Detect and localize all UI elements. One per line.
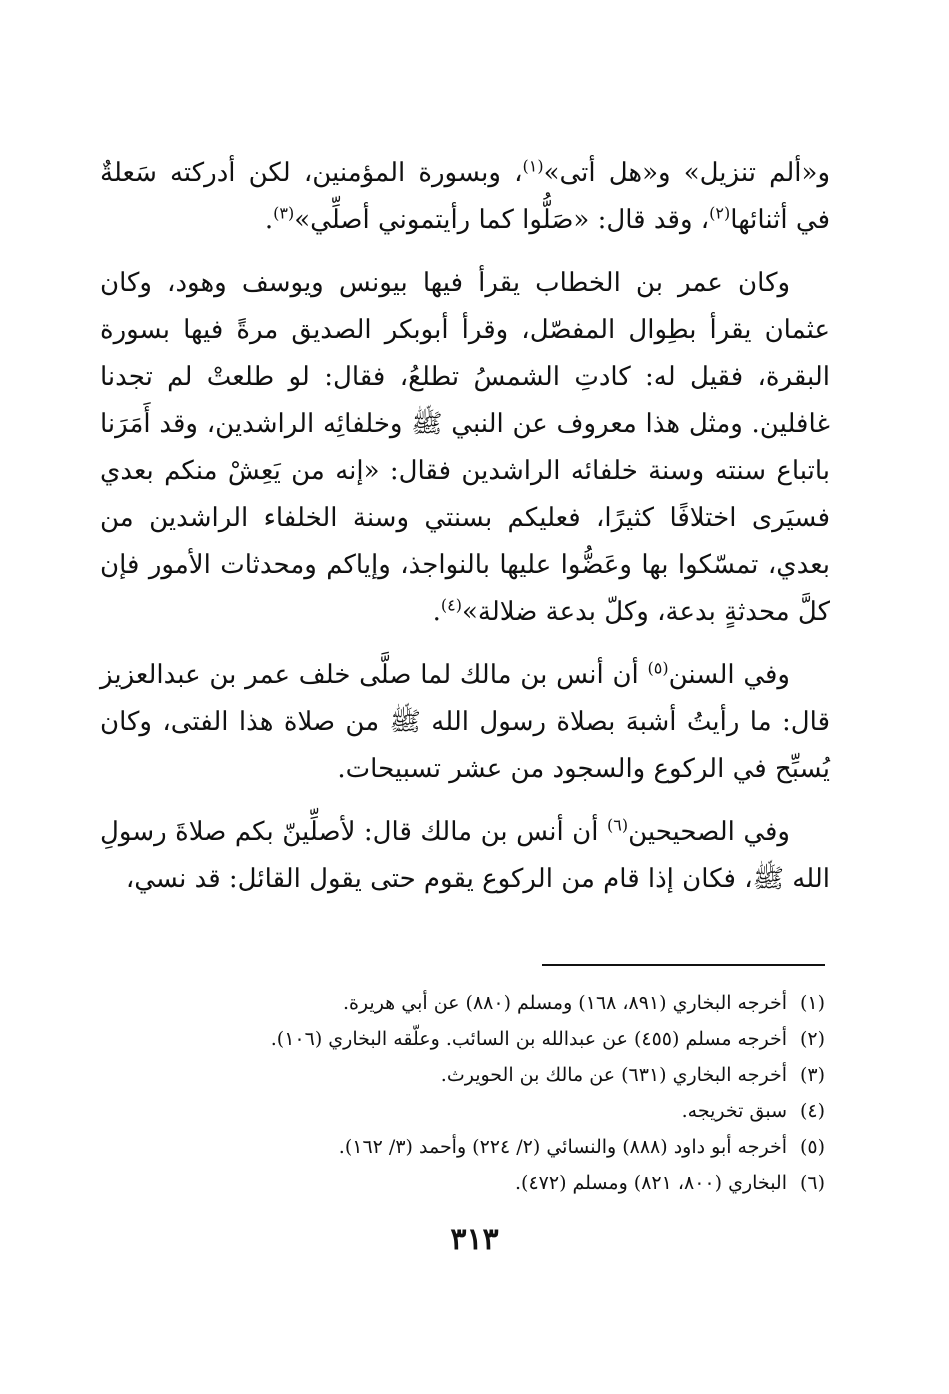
paragraph (100, 260, 830, 636)
footnote-separator (542, 964, 825, 966)
paragraph-text: ، وقد قال: «صَلُّوا كما رأيتموني أصلِّي» (294, 205, 710, 235)
footnote-text: أخرجه البخاري (٦٣١) عن مالك بن الحويرث. (440, 1064, 787, 1086)
footnote-number: (٥) (799, 1136, 825, 1158)
footnotes (140, 985, 825, 1201)
paragraph-text: أن أنس بن مالك قال: لأصلِّينّ بكم صلاةَ رسولِ الله ﷺ، فكان إذا قام من الركوع يقوم حتى يقول القائل: قد نسي، (100, 817, 830, 894)
footnote-reference: (٢) (709, 203, 731, 223)
paragraph (100, 150, 830, 244)
footnote-reference: (١) (522, 156, 544, 176)
footnote-reference: (٥) (647, 658, 669, 678)
footnote-text: أخرجه مسلم (٤٥٥) عن عبدالله بن السائب. وعلّقه البخاري (١٠٦). (270, 1028, 787, 1050)
paragraph-text: أن أنس بن مالك لما صلَّى خلف عمر بن عبدالعزيز قال: ما رأيتُ أشبهَ بصلاة رسول الله ﷺ من صلاة هذا الفتى، وكان يُسبِّح في الركوع والسجود من عشر تسبيحات. (100, 660, 830, 784)
footnote (140, 1021, 825, 1057)
paragraph (100, 809, 830, 903)
footnote (140, 1165, 825, 1201)
footnote-number: (١) (799, 992, 825, 1014)
footnote (140, 1129, 825, 1165)
footnote-text: أخرجه أبو داود (٨٨٨) والنسائي (٢/ ٢٢٤) وأحمد (٣/ ١٦٢). (338, 1136, 787, 1158)
footnote-number: (٢) (799, 1028, 825, 1050)
paragraph-text: . (432, 597, 441, 627)
page-number: ٣١٣ (450, 1222, 499, 1257)
paragraph-text: . (264, 205, 274, 235)
footnote-text: أخرجه البخاري (٨٩١، ١٦٨) ومسلم (٨٨٠) عن أبي هريرة. (342, 992, 787, 1014)
footnote-text: سبق تخريجه. (681, 1100, 787, 1122)
footnote (140, 985, 825, 1021)
footnote (140, 1057, 825, 1093)
footnote-number: (٣) (799, 1064, 825, 1086)
footnote-text: البخاري (٨٠٠، ٨٢١) ومسلم (٤٧٢). (514, 1172, 787, 1194)
footnote-reference: (٣) (273, 203, 295, 223)
footnote-reference: (٤) (440, 595, 463, 615)
footnote-number: (٤) (799, 1100, 825, 1122)
main-text (100, 150, 830, 919)
paragraph-text: وكان عمر بن الخطاب يقرأ فيها بيونس ويوسف وهود، وكان عثمان يقرأ بطِوال المفصّل، وقرأ أبوبكر الصديق مرةً فيها بسورة البقرة، فقيل له: كادتِ الشمسُ تطلعُ، فقال: لو طلعتْ لم تجدنا غافلين. ومثل هذا معروف عن النبي ﷺ وخلفائِه الراشدين، وقد أَمَرَنا باتباع سنته وسنة خلفائه الراشدين فقال: «إنه من يَعِشْ منكم بعدي فسيَرى اختلافًا كثيرًا، فعليكم بسنتي وسنة الخلفاء الراشدين من بعدي، تمسّكوا بها وعَضُّوا عليها بالنواجذ، وإياكم ومحدثات الأمور فإن كلَّ محدثةٍ بدعة، وكلّ بدعة ضلالة» (100, 268, 831, 627)
footnote (140, 1093, 825, 1129)
footnote-number: (٦) (799, 1172, 825, 1194)
footnote-reference: (٦) (607, 815, 629, 835)
paragraph-text: ، وبسورة المؤمنين، لكن أدركته سَعلةٌ في أثنائها (100, 158, 830, 235)
paragraph (100, 652, 830, 793)
paragraph-text: وفي الصحيحين (628, 817, 790, 847)
paragraph-text: وفي السنن (668, 660, 790, 690)
paragraph-text: و«ألم تنزيل» و«هل أتى» (543, 158, 830, 188)
